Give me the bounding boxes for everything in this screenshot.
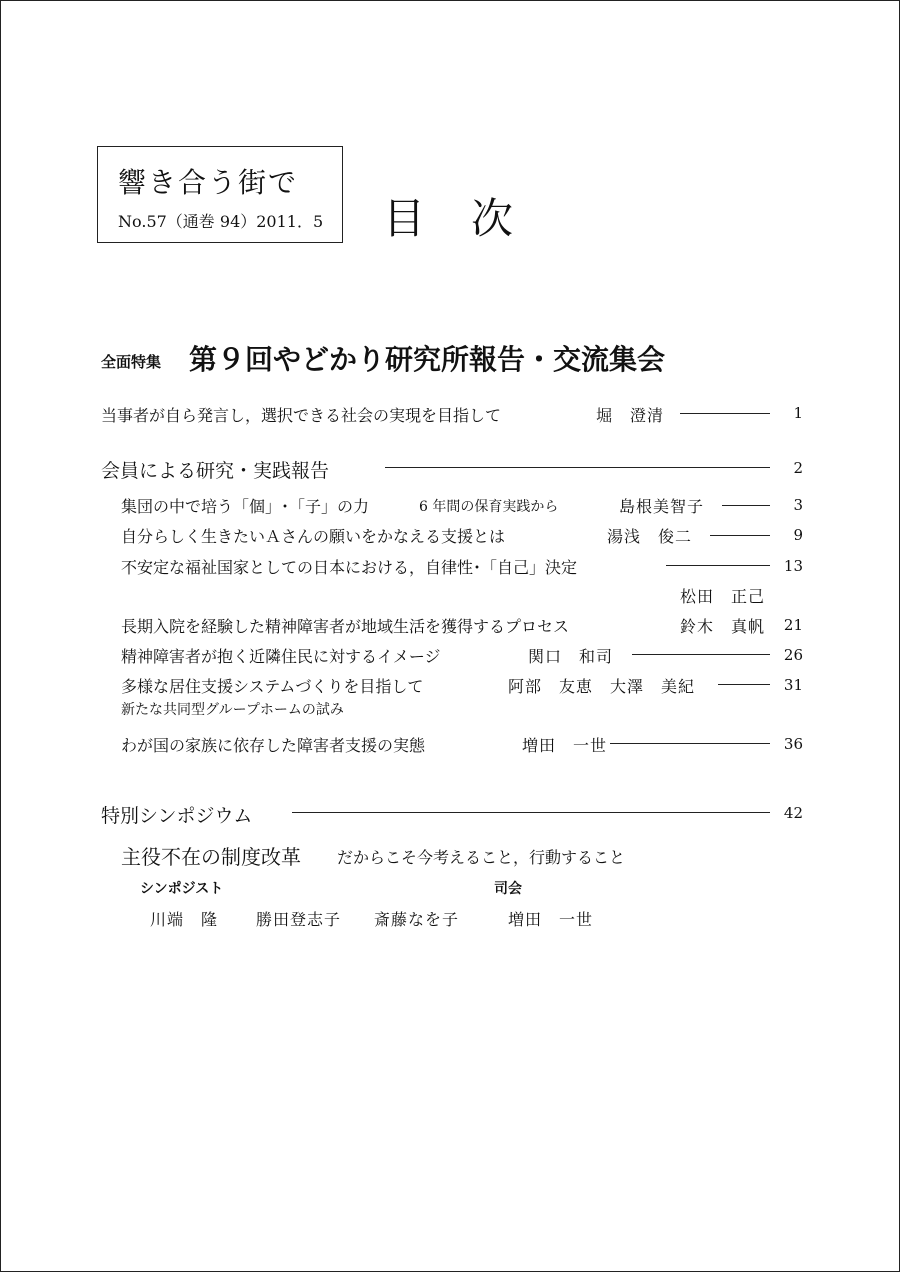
members-section-page: 2 [793, 459, 803, 477]
leader-line [666, 565, 770, 566]
moderator-name: 増田 一世 [508, 910, 594, 929]
entry-title[interactable]: 多様な居住支援システムづくりを目指して [121, 677, 424, 696]
entry-title[interactable]: 精神障害者が抱く近隣住民に対するイメージ [121, 647, 441, 666]
symposium-subtitle: だからこそ今考えること，行動すること [337, 848, 626, 867]
lead-author: 堀 澄清 [596, 406, 665, 425]
entry-page: 26 [783, 646, 803, 664]
journal-box [97, 146, 343, 243]
entry-subtitle: 6 年間の保育実践から [419, 499, 559, 515]
symposium-heading[interactable]: 特別シンポジウム [101, 805, 253, 827]
leader-line [610, 743, 770, 744]
entry-author: 関口 和司 [528, 647, 614, 666]
entry-author: 松田 正己 [680, 587, 766, 606]
leader-line [292, 812, 770, 813]
lead-page: 1 [793, 404, 803, 422]
entry-title[interactable]: 自分らしく生きたいＡさんの願いをかなえる支援とは [121, 527, 506, 546]
members-section-heading[interactable]: 会員による研究・実践報告 [101, 460, 330, 482]
panelists-label: シンポジスト [140, 881, 224, 897]
leader-line [680, 413, 770, 414]
journal-issue: No.57（通巻 94）2011．5 [118, 212, 324, 231]
entry-page: 3 [793, 496, 803, 514]
lead-title[interactable]: 当事者が自ら発言し，選択できる社会の実現を目指して [101, 406, 502, 425]
symposium-page: 42 [783, 804, 803, 822]
moderator-label: 司会 [494, 881, 522, 897]
special-feature-label: 全面特集 [101, 353, 162, 371]
journal-title: 響き合う街で [118, 166, 299, 199]
entry-author: 島根美智子 [619, 497, 705, 516]
entry-title[interactable]: 不安定な福祉国家としての日本における，自律性･「自己」決定 [121, 558, 578, 577]
entry-page: 13 [783, 557, 803, 575]
leader-line [385, 467, 770, 468]
entry-title[interactable]: 集団の中で培う「個」･「子」の力 [121, 497, 370, 516]
leader-line [710, 535, 770, 536]
entry-page: 21 [783, 616, 803, 634]
entry-title[interactable]: 長期入院を経験した精神障害者が地域生活を獲得するプロセス [121, 617, 570, 636]
entry-subtitle: 新たな共同型グループホームの試み [121, 702, 344, 718]
panelist-name: 川端 隆 [150, 910, 219, 929]
panelist-name: 勝田登志子 [256, 910, 342, 929]
entry-author: 湯浅 俊二 [607, 527, 693, 546]
entry-author: 鈴木 真帆 [680, 617, 766, 636]
entry-title[interactable]: わが国の家族に依存した障害者支援の実態 [121, 736, 426, 755]
special-feature-title: 第９回やどかり研究所報告・交流集会 [189, 343, 666, 376]
entry-page: 31 [783, 676, 803, 694]
symposium-title[interactable]: 主役不在の制度改革 [121, 845, 301, 869]
toc-title: 目次 [383, 194, 560, 243]
leader-line [632, 654, 770, 655]
entry-author: 増田 一世 [522, 736, 608, 755]
panelist-name: 斎藤なを子 [374, 910, 460, 929]
entry-author: 阿部 友恵 大澤 美紀 [508, 677, 696, 696]
entry-page: 9 [793, 526, 803, 544]
entry-page: 36 [783, 735, 803, 753]
